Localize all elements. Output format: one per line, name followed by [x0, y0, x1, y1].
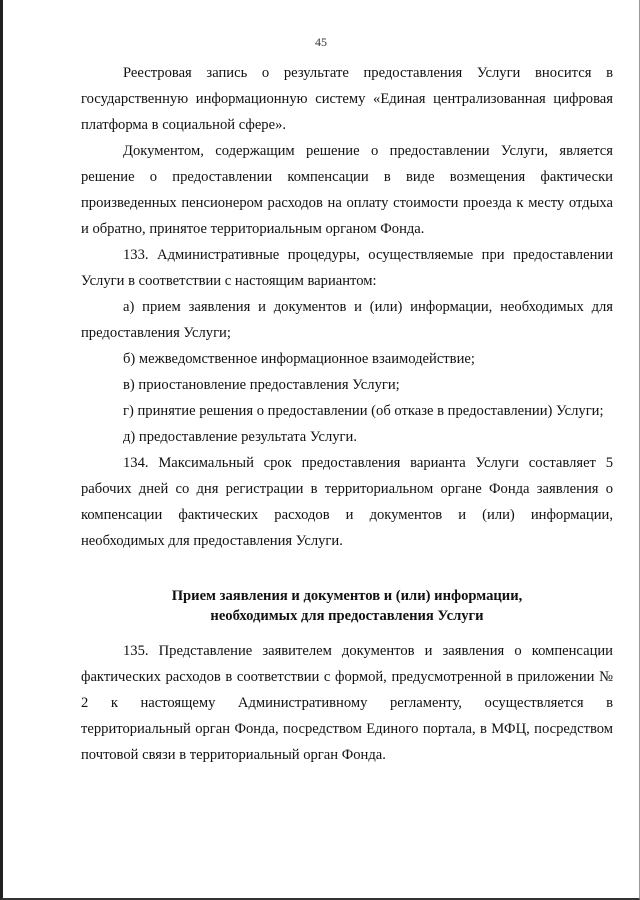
paragraph-decision-document: Документом, содержащим решение о предоставлении Услуги, является решение о предоставлении компенсации в виде возмещения фактически произведенных пенсионером расходов на оплату стоимости проезда к месту отдыха и обратно, принятое территориальным органом Фонда.	[81, 143, 613, 237]
section-heading-line-1: Прием заявления и документов и (или) информации,	[171, 588, 523, 604]
paragraph-133: 133. Административные процедуры, осуществляемые при предоставлении Услуги в соответствии с настоящим вариантом:	[81, 247, 613, 289]
page-number: 45	[315, 35, 327, 49]
paragraph-135: 135. Представление заявителем документов и заявления о компенсации фактических расходов в соответствии с формой, предусмотренной в приложении № 2 к настоящему Административному регламенту, осуществляется в территориальный орган Фонда, посредством Единого портала, в МФЦ, посредством почтовой связи в территориальный орган Фонда.	[81, 643, 613, 763]
list-item-d: д) предоставление результата Услуги.	[123, 429, 357, 445]
paragraph-134: 134. Максимальный срок предоставления варианта Услуги составляет 5 рабочих дней со дня регистрации в территориальном органе Фонда заявления о компенсации фактических расходов и документов и (или) информации, необходимых для предоставления Услуги.	[81, 455, 613, 549]
section-heading-line-2: необходимых для предоставления Услуги	[210, 608, 484, 624]
document-body	[81, 60, 613, 768]
section-heading	[81, 586, 613, 626]
list-item-b: б) межведомственное информационное взаимодействие;	[123, 351, 475, 367]
list-item-v: в) приостановление предоставления Услуги;	[123, 377, 400, 393]
list-item-g: г) принятие решения о предоставлении (об отказе в предоставлении) Услуги;	[123, 403, 604, 419]
list-item-a: а) прием заявления и документов и (или) информации, необходимых для предоставления Услуги;	[81, 299, 613, 341]
paragraph-registry-record: Реестровая запись о результате предоставления Услуги вносится в государственную информационную систему «Единая централизованная цифровая платформа в социальной сфере».	[81, 65, 613, 133]
